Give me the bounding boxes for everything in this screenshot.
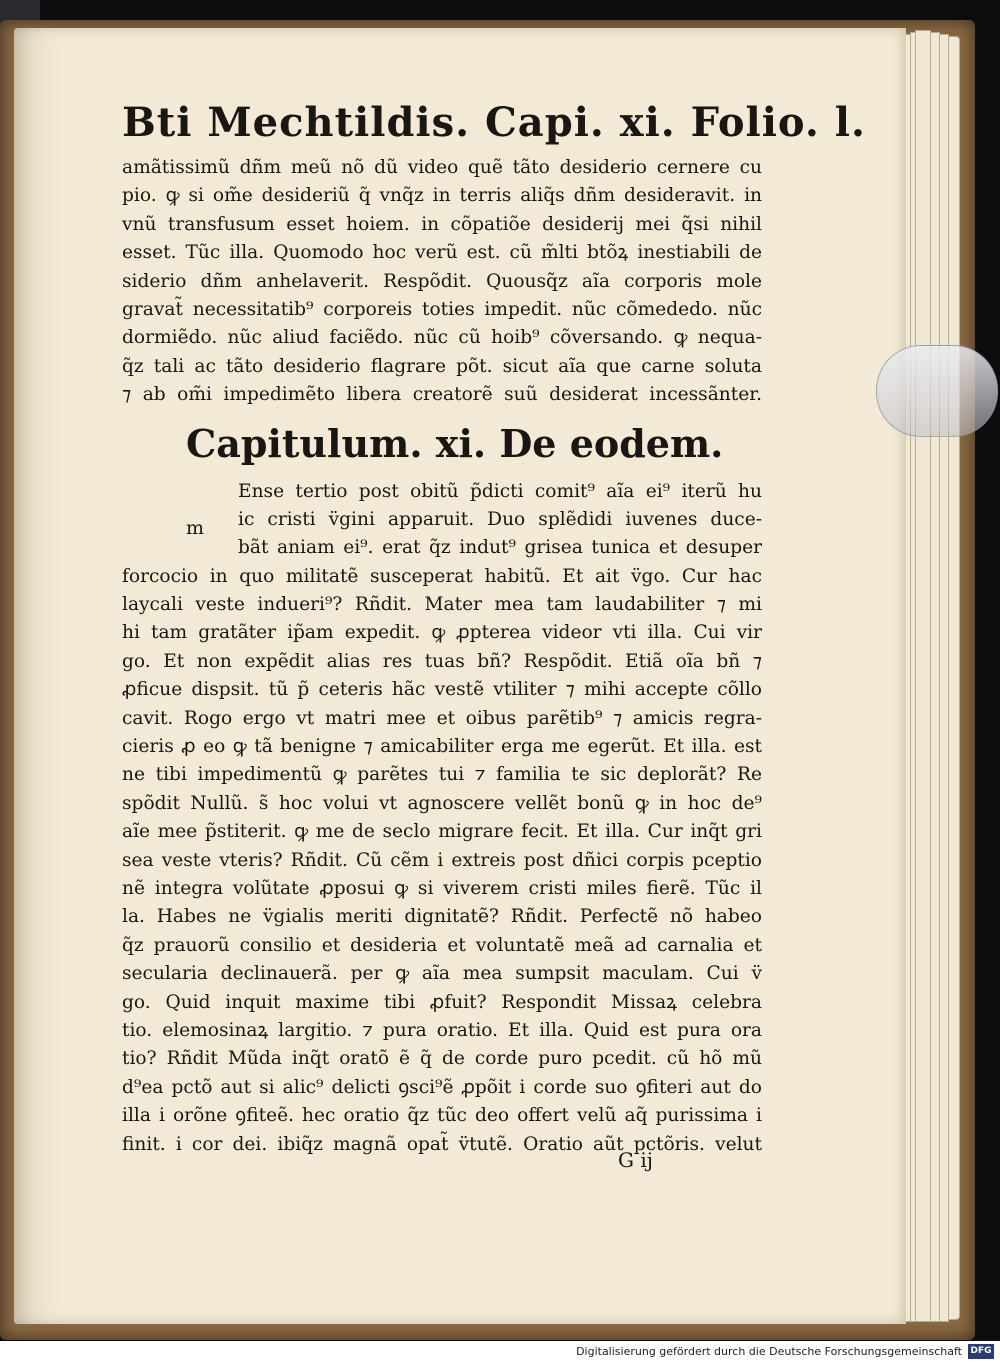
text-line: amãtissimũ dñm meũ nõ dũ video quẽ tãto desiderio cernere cu <box>122 157 762 178</box>
dfg-logo: DFG <box>968 1344 994 1359</box>
page-text-block <box>122 92 866 1159</box>
indented-lines <box>122 478 762 563</box>
text-line: finit. i cor dei. ibiq̃z magnã opat̃ v̈tutẽ. Oratio aũt pctõris. velut <box>122 1133 762 1155</box>
text-line: spõdit Nullũ. s̃ hoc volui vt agnoscere vellẽt bonũ ꝙ in hoc de⁹ <box>122 792 762 814</box>
text-line: cieris ꝓ eo ꝙ tã benigne ⁊ amicabiliter erga me egerũt. Et illa. est <box>122 736 762 758</box>
text-line: dormiẽdo. nũc aliud faciẽdo. nũc cũ hoib⁹ cõversando. ꝙ nequa- <box>122 327 762 349</box>
page-clip <box>876 345 998 437</box>
text-line: gravat̃ necessitatib⁹ corporeis toties impedit. nũc cõmededo. nũc <box>122 298 762 320</box>
text-line: nẽ integra volũtate ꝓposui ꝙ si viverem cristi miles fierẽ. Tũc il <box>122 877 762 899</box>
text-line: ꝓficue dispsit. tũ p̃ ceteris hãc vestẽ vtiliter ⁊ mihi accepte cõllo <box>122 679 762 701</box>
footer-credit: Digitalisierung gefördert durch die Deutsche Forschungsgemeinschaft <box>576 1345 962 1358</box>
text-line: aĩe mee p̃stiterit. ꝙ me de seclo migrare fecit. Et illa. Cur inq̃t gri <box>122 821 762 843</box>
paragraph-1 <box>122 154 762 410</box>
text-line: bãt aniam ei⁹. erat q̃z indut⁹ grisea tunica et desuper <box>238 537 762 559</box>
text-line: hi tam gratãter ip̃am expedit. ꝙ ꝓpterea videor vti illa. Cui vir <box>122 622 762 644</box>
text-line: laycali veste indueri⁹? Rñdit. Mater mea tam laudabiliter ⁊ mi <box>122 594 762 616</box>
text-line: sea veste vteris? Rñdit. Cũ cẽm i extreis post dñici corpis pceptio <box>122 849 762 871</box>
text-line: illa i orõne ꝯfiteẽ. hec oratio q̃z tũc deo offert velũ aq̃ purissima i <box>122 1105 762 1127</box>
text-line: d⁹ea pctõ aut si alic⁹ delicti ꝯsci⁹ẽ ꝓpõit i corde suo ꝯfiteri aut do <box>122 1076 762 1098</box>
text-line: go. Et non expẽdit alias res tuas bñ? Respõdit. Etiã oĩa bñ ⁊ <box>122 650 762 672</box>
text-line: ne tibi impedimentũ ꝙ parẽtes tui ⁊ familia te sic deplorãt? Re <box>122 764 762 786</box>
text-line: la. Habes ne v̈gialis meriti dignitatẽ? Rñdit. Perfectẽ nõ habeo <box>122 906 762 928</box>
text-line: forcocio in quo militatẽ susceperat habitũ. Et ait v̈go. Cur hac <box>122 565 762 587</box>
text-line: ⁊ ab om̃i impedimẽto libera creatorẽ suũ desiderat incessãnter. <box>122 384 762 406</box>
text-line: go. Quid inquit maxime tibi ꝓfuit? Respondit Missaꝝ celebra <box>122 991 762 1013</box>
text-line: ic cristi v̈gini apparuit. Duo splẽdidi iuvenes duce- <box>238 508 762 530</box>
signature-mark: G ij <box>618 1148 653 1172</box>
text-line: pio. ꝙ si om̃e desideriũ q̃ vnq̃z in terris aliq̃s dñm desideravit. in <box>122 185 762 207</box>
page-edges <box>915 30 931 1322</box>
chapter-heading: Capitulum. xi. De eodem. <box>186 420 724 466</box>
initial-guide-letter: m <box>186 516 205 539</box>
digitization-footer <box>0 1341 1000 1363</box>
text-line: tio? Rñdit Mũda inq̃t oratõ ẽ q̃ de corde puro pcedit. cũ hõ mũ <box>122 1048 762 1070</box>
text-line: q̃z prauorũ consilio et desideria et voluntatẽ meã ad carnalia et <box>122 934 762 956</box>
paragraph-2 <box>122 563 762 1159</box>
text-line: tio. elemosinaꝝ largitio. ⁊ pura oratio. Et illa. Quid est pura ora <box>122 1019 762 1041</box>
text-line: cavit. Rogo ergo vt matri mee et oibus parẽtib⁹ ⁊ amicis regra- <box>122 707 762 729</box>
text-line: q̃z tali ac tãto desiderio flagrare põt. sicut aĩa que carne soluta <box>122 355 762 377</box>
chapter-opening <box>122 478 762 563</box>
running-head: Bti Mechtildis. Capi. xi. Folio. l. <box>122 99 866 146</box>
text-line: Ense tertio post obitũ p̃dicti comit⁹ aĩa ei⁹ iterũ hu <box>238 480 762 502</box>
text-line: secularia declinauerã. per ꝙ aĩa mea sumpsit maculam. Cui v̈ <box>122 963 762 985</box>
text-line: siderio dñm anhelaverit. Respõdit. Quousq̃z aĩa corporis mole <box>122 270 762 292</box>
text-line: vnũ transfusum esset hoiem. in cõpatiõe desiderij mei q̃si nihil <box>122 213 762 235</box>
text-line: esset. Tũc illa. Quomodo hoc verũ est. cũ m̃lti btõꝝ inestiabili de <box>122 242 762 264</box>
